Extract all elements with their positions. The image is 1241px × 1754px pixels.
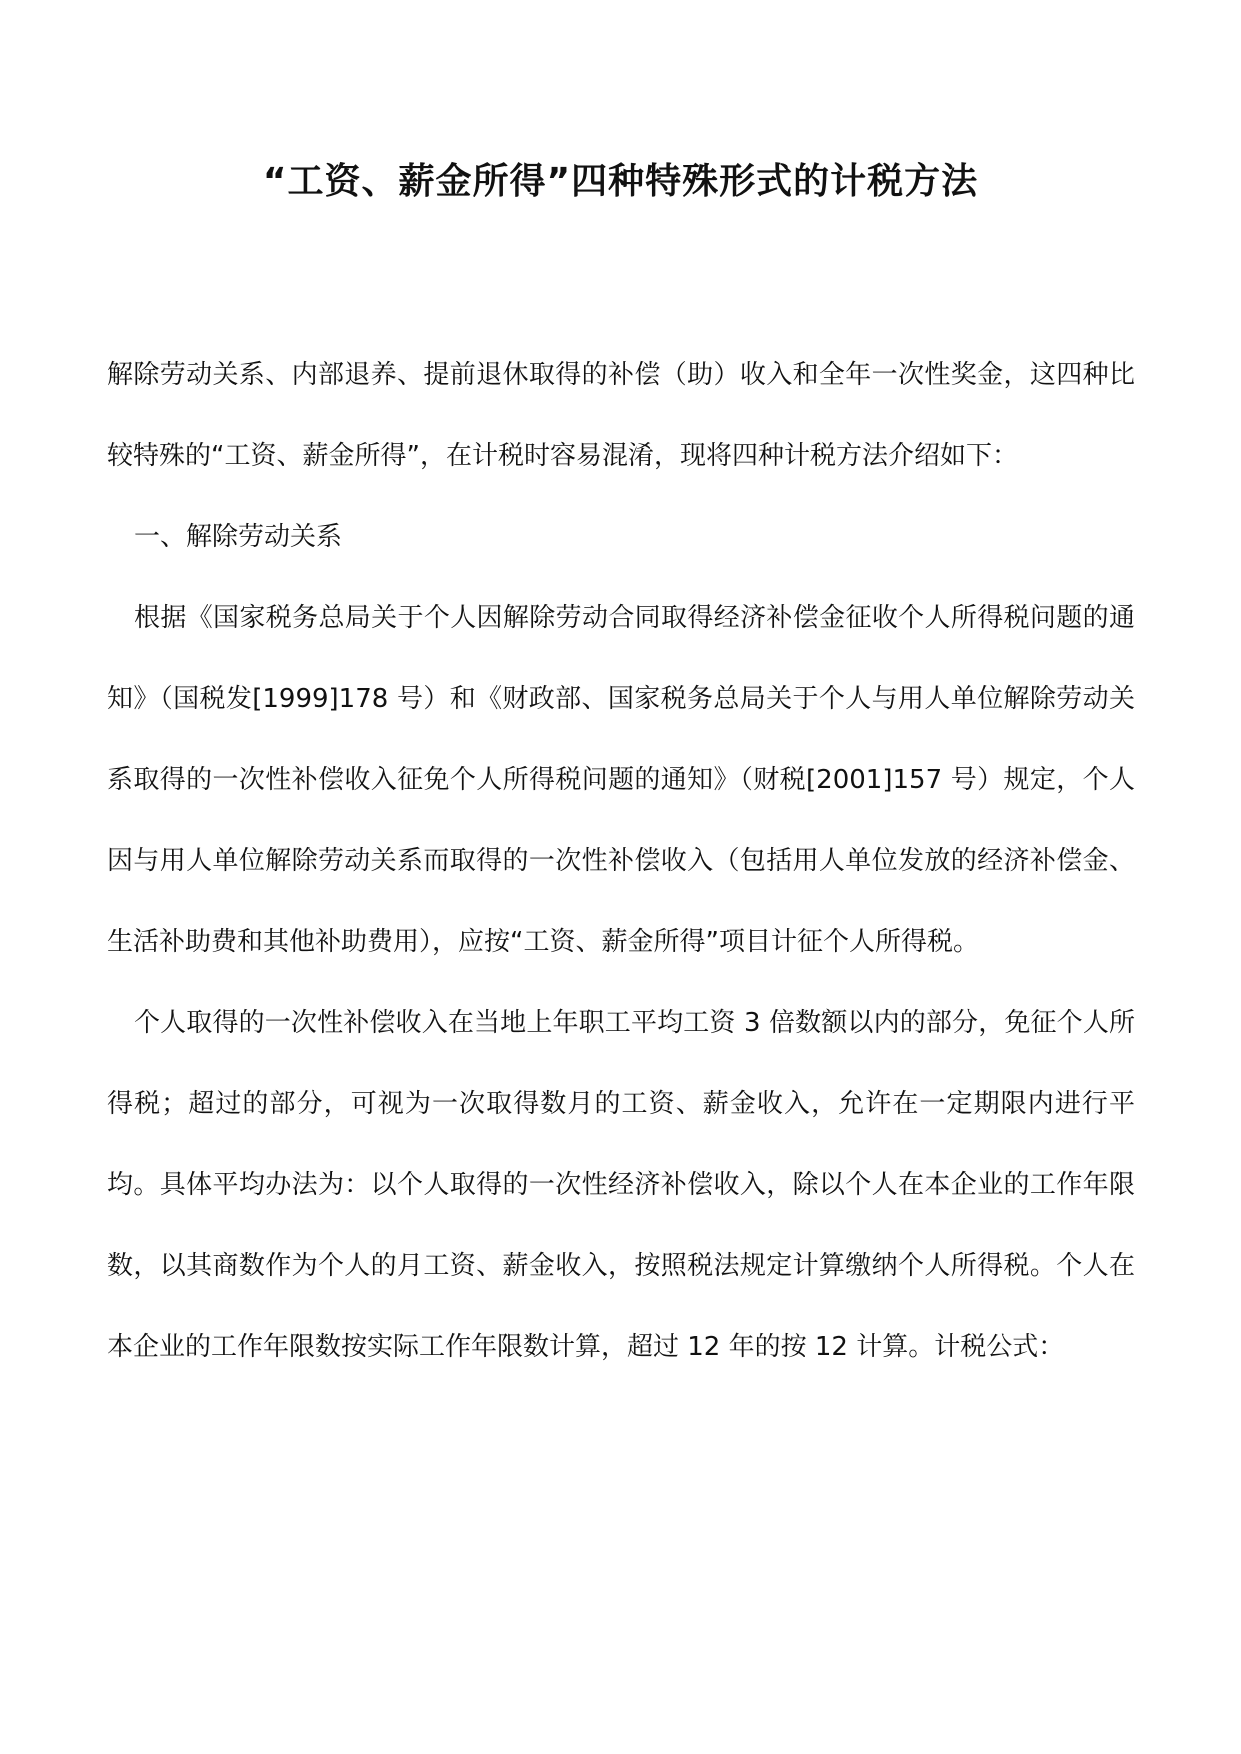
document-body	[107, 335, 1135, 1388]
intro-paragraph: 解除劳动关系、内部退养、提前退休取得的补偿（助）收入和全年一次性奖金，这四种比较特殊的“工资、薪金所得”，在计税时容易混淆，现将四种计税方法介绍如下：	[107, 360, 1135, 471]
calculation-paragraph: 个人取得的一次性补偿收入在当地上年职工平均工资 3 倍数额以内的部分，免征个人所得税；超过的部分，可视为一次取得数月的工资、薪金收入，允许在一定期限内进行平均。具体平均办法为：以个人取得的一次性经济补偿收入，除以个人在本企业的工作年限数，以其商数作为个人的月工资、薪金收入，按照税法规定计算缴纳个人所得税。个人在本企业的工作年限数按实际工作年限数计算，超过 12 年的按 12 计算。计税公式：	[107, 1008, 1135, 1362]
document-title: “工资、薪金所得”四种特殊形式的计税方法	[262, 161, 979, 202]
section-heading-1: 一、解除劳动关系	[134, 522, 343, 552]
policy-paragraph: 根据《国家税务总局关于个人因解除劳动合同取得经济补偿金征收个人所得税问题的通知》（国税发[1999]178 号）和《财政部、国家税务总局关于个人与用人单位解除劳动关系取得的一次性补偿收入征免个人所得税问题的通知》（财税[2001]157 号）规定，个人因与用人单位解除劳动关系而取得的一次性补偿收入（包括用人单位发放的经济补偿金、生活补助费和其他补助费用），应按“工资、薪金所得”项目计征个人所得税。	[107, 603, 1135, 957]
